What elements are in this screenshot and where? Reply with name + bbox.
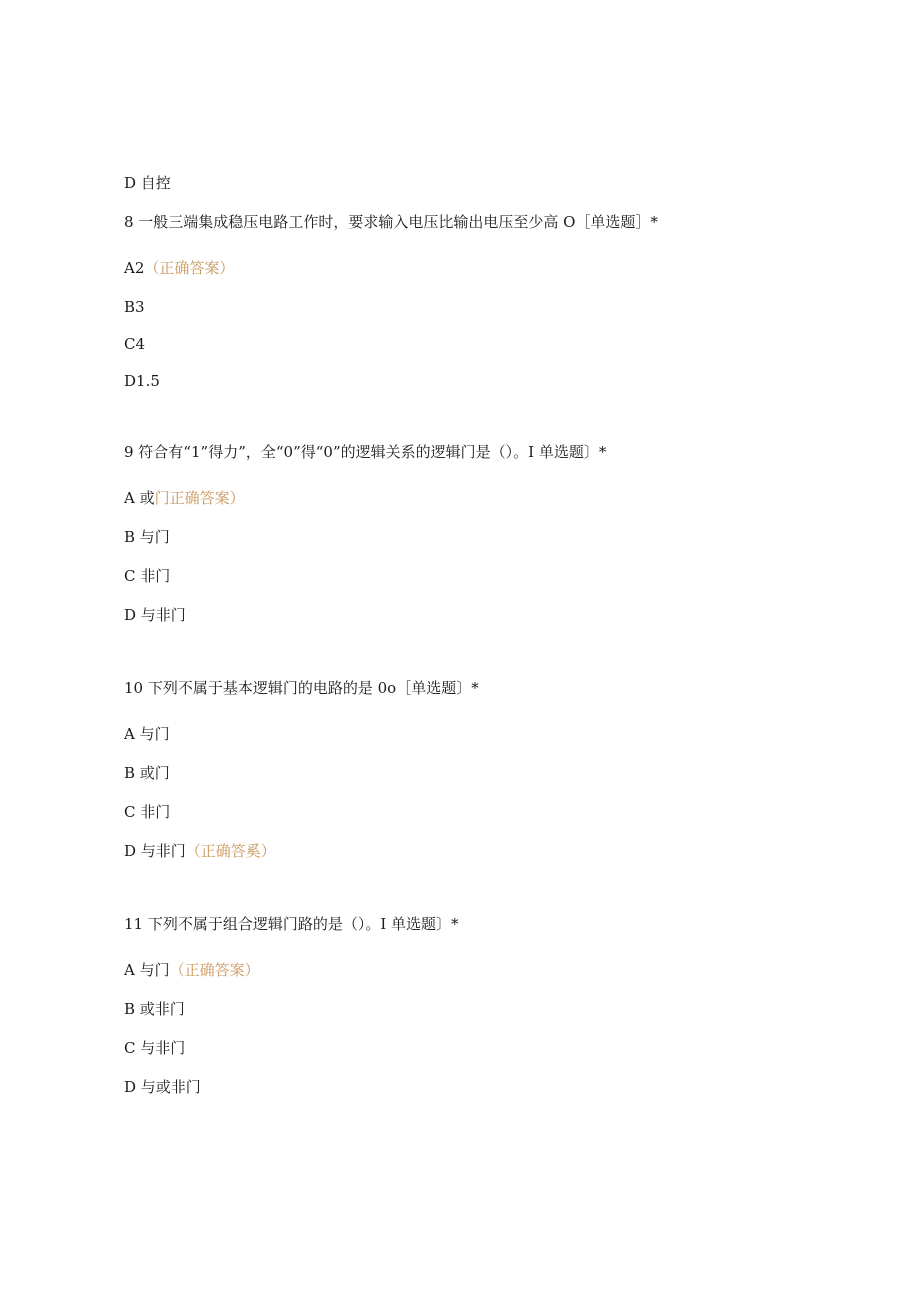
q7-option-d: D 自控 xyxy=(124,174,171,192)
q11-option-a xyxy=(124,960,260,980)
q9-correct-answer-mark: 门正确答案） xyxy=(154,489,245,507)
q9-option-d: D 与非门 xyxy=(124,606,186,624)
q11-correct-answer-mark: （正确答案） xyxy=(169,961,260,979)
q10-option-b: B 或门 xyxy=(124,764,170,782)
q9-option-a-label: A 或 xyxy=(124,489,155,507)
q9-question-text: 9 符合有“1”得力”，全“0”得“0”的逻辑关系的逻辑门是（）。I 单选题〕* xyxy=(124,443,607,461)
q11-option-d: D 与或非门 xyxy=(124,1078,201,1096)
q8-correct-answer-mark: （正确答案） xyxy=(144,259,235,277)
q9-option-c: C 非门 xyxy=(124,567,171,585)
q10-option-d xyxy=(124,841,276,861)
q10-option-d-label: D 与非门 xyxy=(124,842,186,860)
q8-option-b: B3 xyxy=(124,298,145,316)
q11-option-c: C 与非门 xyxy=(124,1039,186,1057)
q8-option-a xyxy=(124,258,234,278)
q10-option-c: C 非门 xyxy=(124,803,171,821)
q11-option-a-label: A 与门 xyxy=(124,961,170,979)
q11-option-b: B 或非门 xyxy=(124,1000,185,1018)
q8-option-d: D1.5 xyxy=(124,372,160,390)
q11-question-text: 11 下列不属于组合逻辑门路的是（）。I 单选题〕* xyxy=(124,915,459,933)
q8-question-text: 8 一般三端集成稳压电路工作时，要求输入电压比输出电压至少高 O［单选题］* xyxy=(124,213,658,231)
q8-option-a-label: A2 xyxy=(124,259,145,277)
q10-option-a: A 与门 xyxy=(124,725,170,743)
q8-option-c: C4 xyxy=(124,335,146,353)
q9-option-a xyxy=(124,488,245,508)
q10-question-text: 10 下列不属于基本逻辑门的电路的是 0o［单选题〕* xyxy=(124,679,479,697)
q9-option-b: B 与门 xyxy=(124,528,170,546)
q10-correct-answer-mark: （正确答奚） xyxy=(185,842,276,860)
